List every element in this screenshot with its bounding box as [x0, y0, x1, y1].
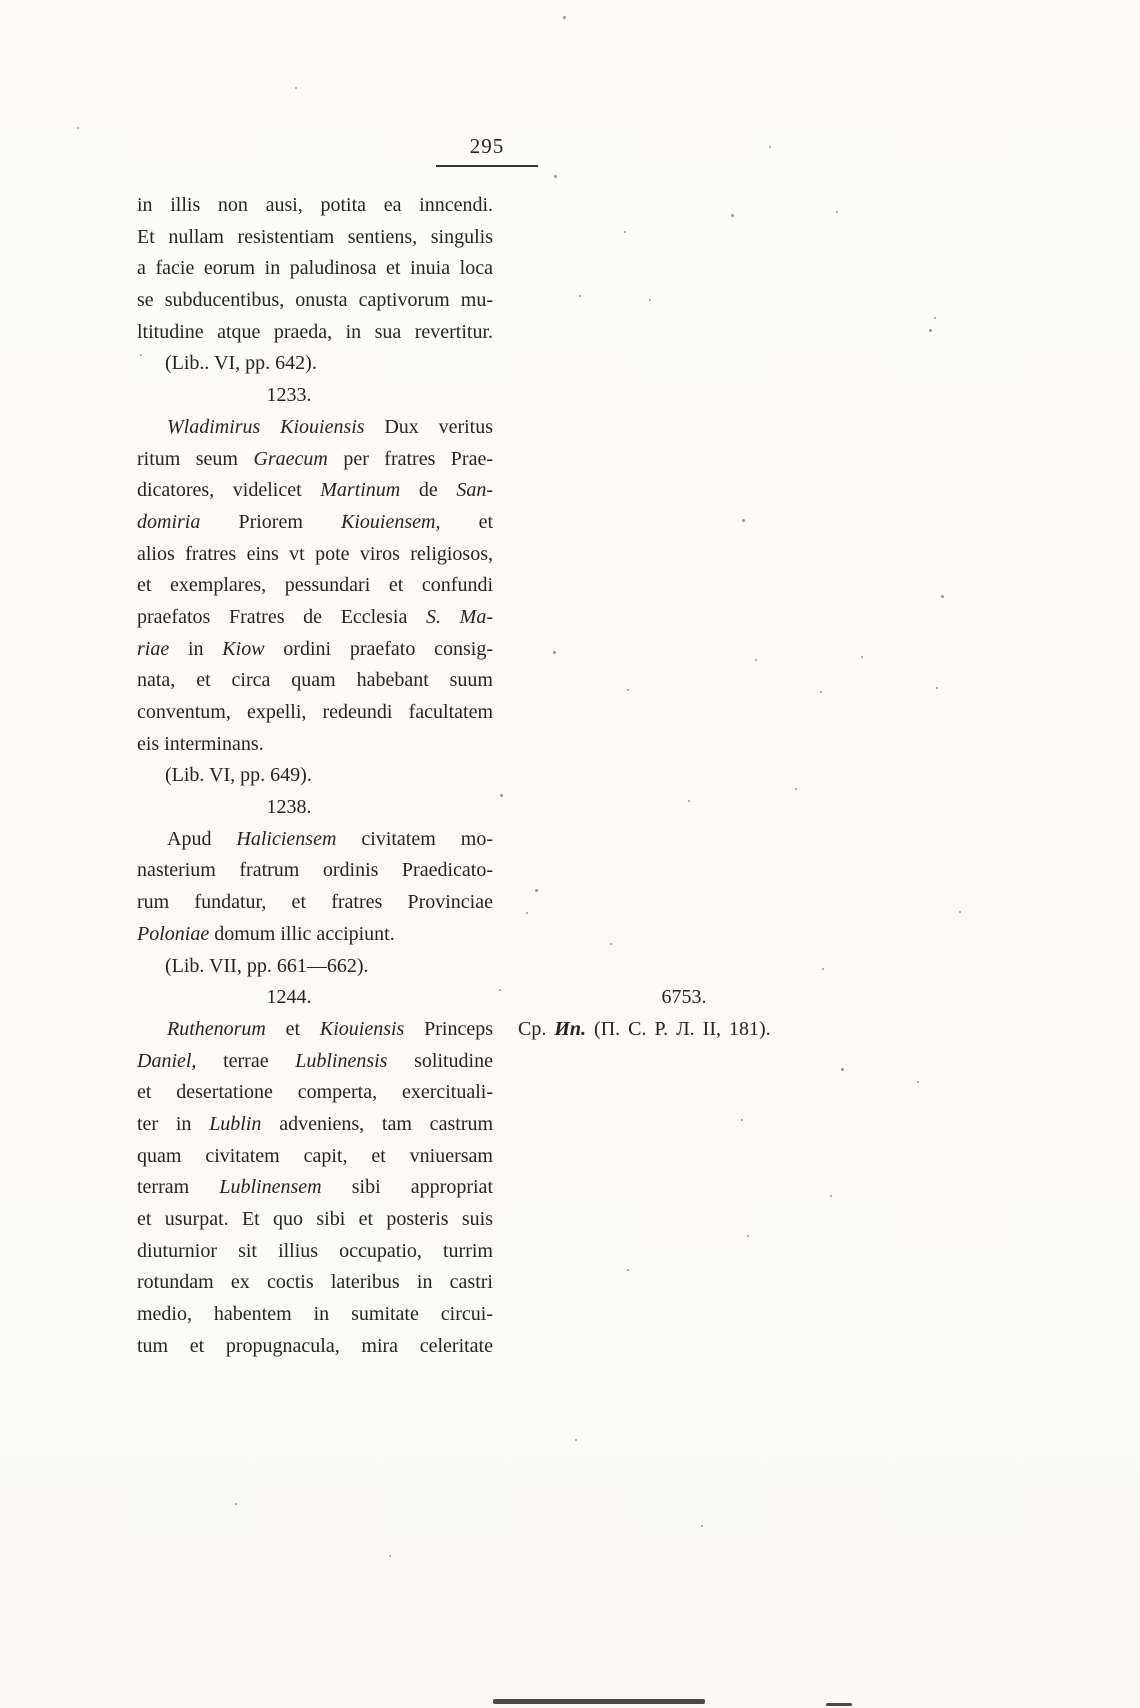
text-segment: se subducentibus, onusta captivorum mu- [137, 289, 493, 312]
text-segment: a facie eorum in paludinosa et inuia loca [137, 257, 493, 280]
scan-speck [830, 1195, 832, 1197]
text-segment: tum et propugnacula, mira celeritate [137, 1334, 493, 1357]
text-line [137, 317, 493, 349]
text-segment: rotundam ex coctis lateribus in castri [137, 1271, 493, 1294]
scan-speck [769, 146, 771, 148]
text-line [137, 602, 493, 634]
paragraph [137, 1014, 493, 1363]
text-segment: ltitudine atque praeda, in sua revertitur. [137, 320, 493, 343]
scan-speck [535, 889, 538, 892]
citation-line: (Lib. VII, pp. 661—662). [165, 954, 369, 977]
citation-line: (Lib. VI, pp. 649). [165, 764, 312, 787]
entry-number: 1244. [266, 986, 312, 1009]
text-segment: dicatores, videlicet [137, 479, 321, 502]
scan-speck [235, 1503, 237, 1505]
text-segment: terram [137, 1176, 220, 1199]
scan-speck [627, 1269, 629, 1271]
scan-speck [140, 354, 142, 356]
text-segment: et [440, 510, 493, 533]
scan-speck [610, 943, 612, 945]
text-line [137, 570, 493, 602]
scan-speck [929, 329, 932, 332]
text-line [137, 285, 493, 317]
text-segment: Wladimirus Kiouiensis [167, 415, 365, 438]
text-line [137, 412, 493, 444]
text-segment: Poloniae [137, 922, 210, 945]
text-segment: Ср. [518, 1017, 555, 1040]
text-segment: nasterium fratrum ordinis Praedicato- [137, 859, 493, 882]
text-segment: Martinum [320, 479, 401, 502]
text-segment: et [265, 1017, 320, 1040]
text-segment: conventum, expelli, redeundi facultatem [137, 701, 493, 723]
text-segment: praefatos Fratres de Ecclesia [137, 605, 427, 628]
text-segment: et usurpat. Et quo sibi et posteris suis [137, 1208, 493, 1230]
text-line [137, 475, 493, 507]
text-line [137, 1204, 493, 1236]
text-line [137, 824, 493, 856]
text-segment: San- [456, 479, 493, 502]
text-line [137, 729, 493, 761]
text-segment: Princeps [404, 1017, 493, 1040]
text-segment: Kiow [222, 637, 265, 660]
text-segment: Lublin [209, 1112, 262, 1135]
scan-speck [747, 1235, 749, 1237]
entry-number-right: 6753. [661, 986, 707, 1008]
text-segment: Priorem [200, 510, 342, 533]
text-segment: rum fundatur, et fratres Provinciae [137, 891, 493, 914]
text-segment: Apud [167, 827, 237, 850]
scan-speck [941, 595, 944, 598]
scan-speck [553, 651, 556, 654]
scan-speck [731, 214, 734, 217]
text-segment: alios fratres eins vt pote viros religiosos, [137, 542, 493, 565]
scan-speck [526, 912, 528, 914]
text-segment: in illis non ausi, potita ea inncendi. [137, 194, 493, 216]
scan-speck [836, 211, 838, 213]
text-line [137, 665, 493, 697]
chronicle-citation [518, 1014, 850, 1046]
scan-speck [742, 519, 745, 522]
scan-speck [389, 1555, 391, 1557]
text-segment: adveniens, tam castrum [261, 1112, 493, 1135]
text-segment: Kiouiensem, [341, 510, 441, 533]
paragraph [137, 190, 493, 348]
text-segment: diuturnior sit illius occupatio, turrim [137, 1239, 493, 1262]
paragraph [137, 824, 493, 951]
right-column [518, 982, 850, 1045]
text-segment: civitatem mo- [336, 827, 493, 850]
text-segment: Lublinensis [295, 1049, 388, 1072]
text-segment: Lublinensem [219, 1176, 322, 1199]
text-segment: Kiouiensis [319, 1017, 405, 1040]
text-segment: de [400, 479, 457, 502]
citation-line: (Lib.. VI, pp. 642). [165, 352, 317, 375]
scan-speck [861, 656, 863, 658]
scan-speck [295, 87, 297, 89]
scan-speck [741, 1119, 743, 1121]
scan-speck [755, 659, 757, 661]
text-line [137, 919, 493, 951]
text-line [137, 1299, 493, 1331]
text-segment: et exemplares, pessundari et confundi [137, 574, 493, 597]
paragraph [137, 412, 493, 761]
text-segment: terrae [196, 1049, 296, 1072]
scan-speck [500, 794, 503, 797]
text-segment: medio, habentem in sumitate circui- [137, 1303, 493, 1326]
scan-speck [575, 1439, 577, 1441]
text-segment: ordini praefato consig- [264, 637, 493, 660]
text-segment: et desertatione comperta, exercituali- [137, 1081, 493, 1104]
text-segment: Ип. [554, 1017, 587, 1040]
text-line [137, 222, 493, 254]
text-segment: eis interminans. [137, 732, 264, 755]
text-line [137, 444, 493, 476]
text-segment: Dux veritus [364, 415, 493, 438]
entry-number: 1238. [266, 796, 312, 819]
text-line [137, 1236, 493, 1268]
page-number: 295 [436, 134, 538, 167]
text-line [137, 1172, 493, 1204]
scan-speck [822, 968, 824, 970]
text-line [137, 1046, 493, 1078]
scan-speck [77, 127, 79, 129]
text-segment: Ruthenorum [167, 1017, 266, 1040]
scan-speck [499, 989, 501, 991]
entry-number: 1233. [266, 384, 312, 407]
text-line [137, 539, 493, 571]
text-segment: domiria [137, 510, 201, 533]
text-line [137, 1141, 493, 1173]
scan-speck [934, 317, 936, 319]
scan-speck [936, 687, 938, 689]
text-line [137, 887, 493, 919]
scan-speck [554, 175, 557, 178]
text-line [137, 697, 493, 729]
text-line [137, 253, 493, 285]
scan-speck [627, 689, 629, 691]
text-segment: Graecum [253, 447, 328, 470]
text-segment: Daniel, [137, 1049, 197, 1072]
scan-speck [649, 299, 651, 301]
scan-speck [701, 1525, 703, 1527]
text-segment: domum illic accipiunt. [209, 922, 395, 945]
text-line [137, 1267, 493, 1299]
text-line [137, 1077, 493, 1109]
text-segment: solitudine [387, 1049, 493, 1072]
scan-speck [579, 295, 581, 297]
text-segment: nata, et circa quam habebant suum [137, 669, 493, 692]
text-segment: sibi appropriat [321, 1176, 493, 1199]
scan-speck [841, 1068, 844, 1071]
left-column [137, 190, 493, 1362]
text-segment: S. Ma- [426, 605, 493, 628]
scan-edge-artifact [826, 1703, 852, 1706]
text-segment: per fratres Prae- [327, 447, 493, 470]
text-line [137, 190, 493, 222]
scan-speck [917, 1081, 919, 1083]
text-line [137, 855, 493, 887]
text-segment: ter in [137, 1112, 210, 1135]
scan-speck [959, 911, 961, 913]
text-segment: riae [137, 637, 170, 660]
scan-speck [563, 16, 566, 19]
text-segment: quam civitatem capit, et vniuersam [137, 1144, 493, 1167]
scan-speck [688, 800, 690, 802]
text-segment: (П. С. Р. Л. II, 181). [586, 1017, 771, 1040]
text-line [137, 1331, 493, 1363]
text-segment: Haliciensem [236, 827, 337, 850]
text-line [137, 1109, 493, 1141]
scan-edge-artifact [493, 1699, 705, 1704]
text-segment: in [169, 637, 223, 660]
scan-speck [795, 788, 797, 790]
text-segment: ritum seum [137, 447, 254, 470]
scan-speck [820, 691, 822, 693]
scan-speck [624, 231, 626, 233]
text-line [137, 507, 493, 539]
text-line [137, 1014, 493, 1046]
text-segment: Et nullam resistentiam sentiens, singulis [137, 225, 493, 248]
text-line [137, 634, 493, 666]
